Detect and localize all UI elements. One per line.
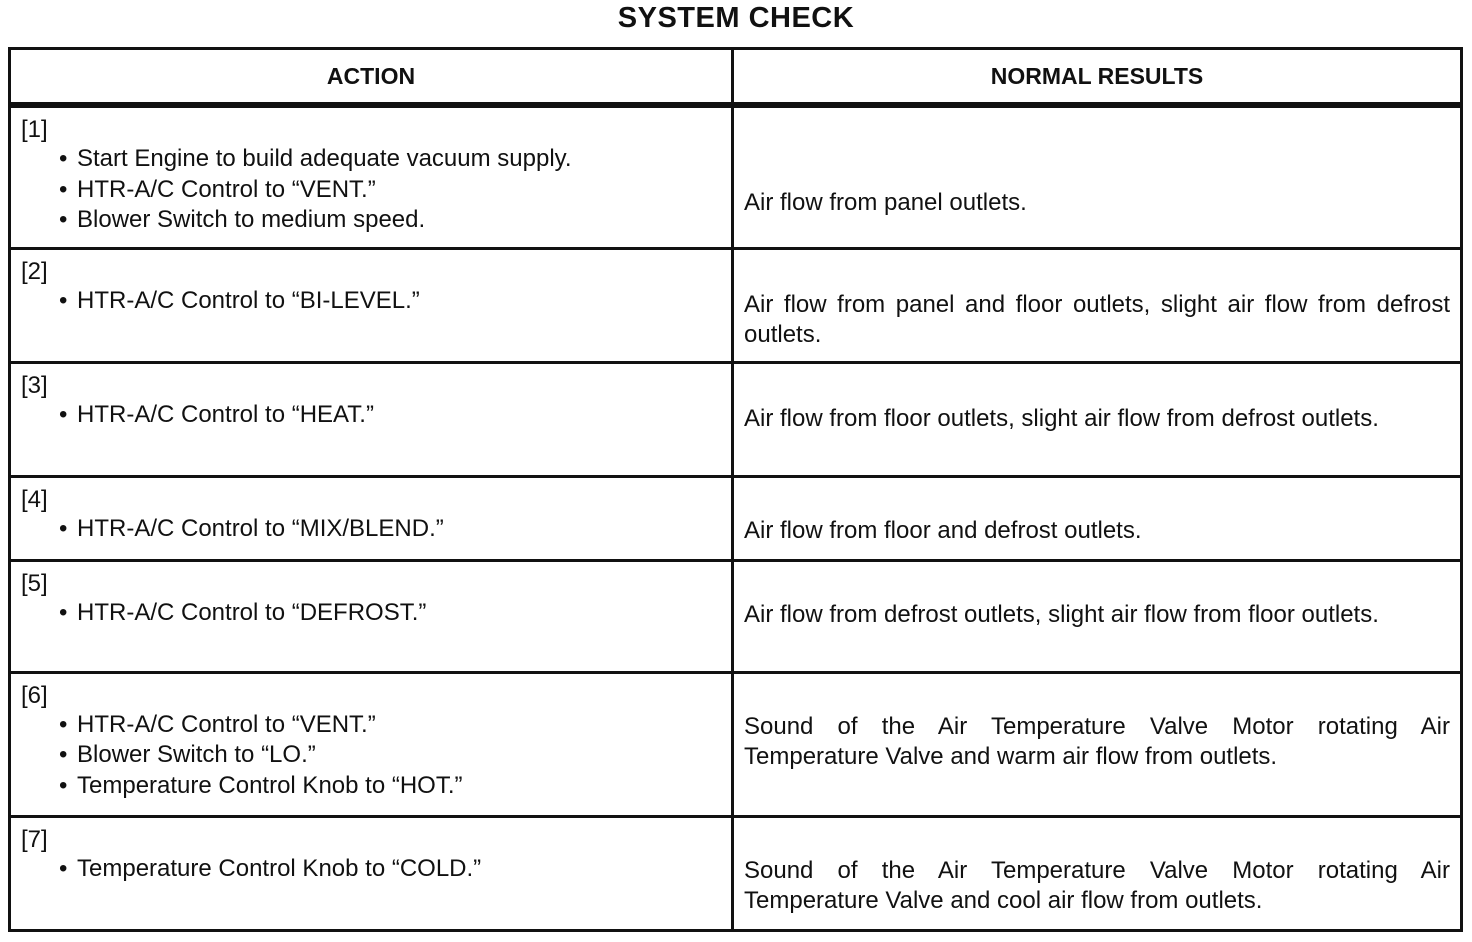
action-cell [10, 362, 733, 476]
table-row [10, 105, 1462, 248]
step-number: [4] [21, 485, 48, 513]
action-item: • HTR-A/C Control to “VENT.” [59, 175, 723, 206]
action-list [21, 144, 723, 236]
table-row [10, 560, 1462, 672]
step-number: [2] [21, 257, 48, 285]
action-list [21, 598, 723, 629]
action-item: • HTR-A/C Control to “HEAT.” [59, 400, 723, 431]
action-cell [10, 560, 733, 672]
step-number: [6] [21, 681, 48, 709]
results-column-header: NORMAL RESULTS [733, 49, 1462, 106]
result-cell [733, 672, 1462, 816]
action-item: • HTR-A/C Control to “VENT.” [59, 710, 723, 741]
action-list [21, 286, 723, 317]
action-cell [10, 248, 733, 362]
step-number: [7] [21, 825, 48, 853]
action-list [21, 400, 723, 431]
result-cell [733, 560, 1462, 672]
table-row [10, 476, 1462, 560]
result-cell [733, 248, 1462, 362]
action-cell [10, 672, 733, 816]
result-text: Air flow from panel outlets. [744, 189, 1027, 216]
step-number: [1] [21, 116, 48, 143]
action-item: • Start Engine to build adequate vacuum supply. [59, 144, 723, 175]
action-cell [10, 105, 733, 248]
result-cell [733, 816, 1462, 930]
action-item: • HTR-A/C Control to “BI-LEVEL.” [59, 286, 723, 317]
header-row [10, 49, 1462, 106]
table-row [10, 672, 1462, 816]
action-item: • HTR-A/C Control to “MIX/BLEND.” [59, 514, 723, 545]
result-text: Sound of the Air Temperature Valve Motor rotating Air Temperature Valve and cool air flow from outlets. [744, 856, 1450, 914]
action-item: • Temperature Control Knob to “COLD.” [59, 854, 723, 885]
system-check-table [8, 47, 1463, 932]
action-item: • HTR-A/C Control to “DEFROST.” [59, 598, 723, 629]
action-list [21, 514, 723, 545]
action-item: • Blower Switch to “LO.” [59, 740, 723, 771]
action-cell [10, 476, 733, 560]
result-text: Air flow from floor and defrost outlets. [744, 516, 1142, 544]
table-row [10, 816, 1462, 930]
result-text: Air flow from defrost outlets, slight air flow from floor outlets. [744, 600, 1379, 628]
result-cell [733, 476, 1462, 560]
result-text: Air flow from floor outlets, slight air flow from defrost outlets. [744, 404, 1379, 432]
result-text: Air flow from panel and floor outlets, slight air flow from defrost outlets. [744, 290, 1450, 348]
table-row [10, 248, 1462, 362]
result-cell [733, 362, 1462, 476]
action-item: • Blower Switch to medium speed. [59, 205, 723, 236]
result-cell [733, 105, 1462, 248]
step-number: [3] [21, 371, 48, 399]
action-cell [10, 816, 733, 930]
action-column-header: ACTION [10, 49, 733, 106]
action-item: • Temperature Control Knob to “HOT.” [59, 771, 723, 802]
result-text: Sound of the Air Temperature Valve Motor rotating Air Temperature Valve and warm air flow from outlets. [744, 712, 1450, 770]
table-row [10, 362, 1462, 476]
step-number: [5] [21, 569, 48, 597]
action-list [21, 854, 723, 885]
action-list [21, 710, 723, 802]
page-title: SYSTEM CHECK [617, 2, 855, 34]
